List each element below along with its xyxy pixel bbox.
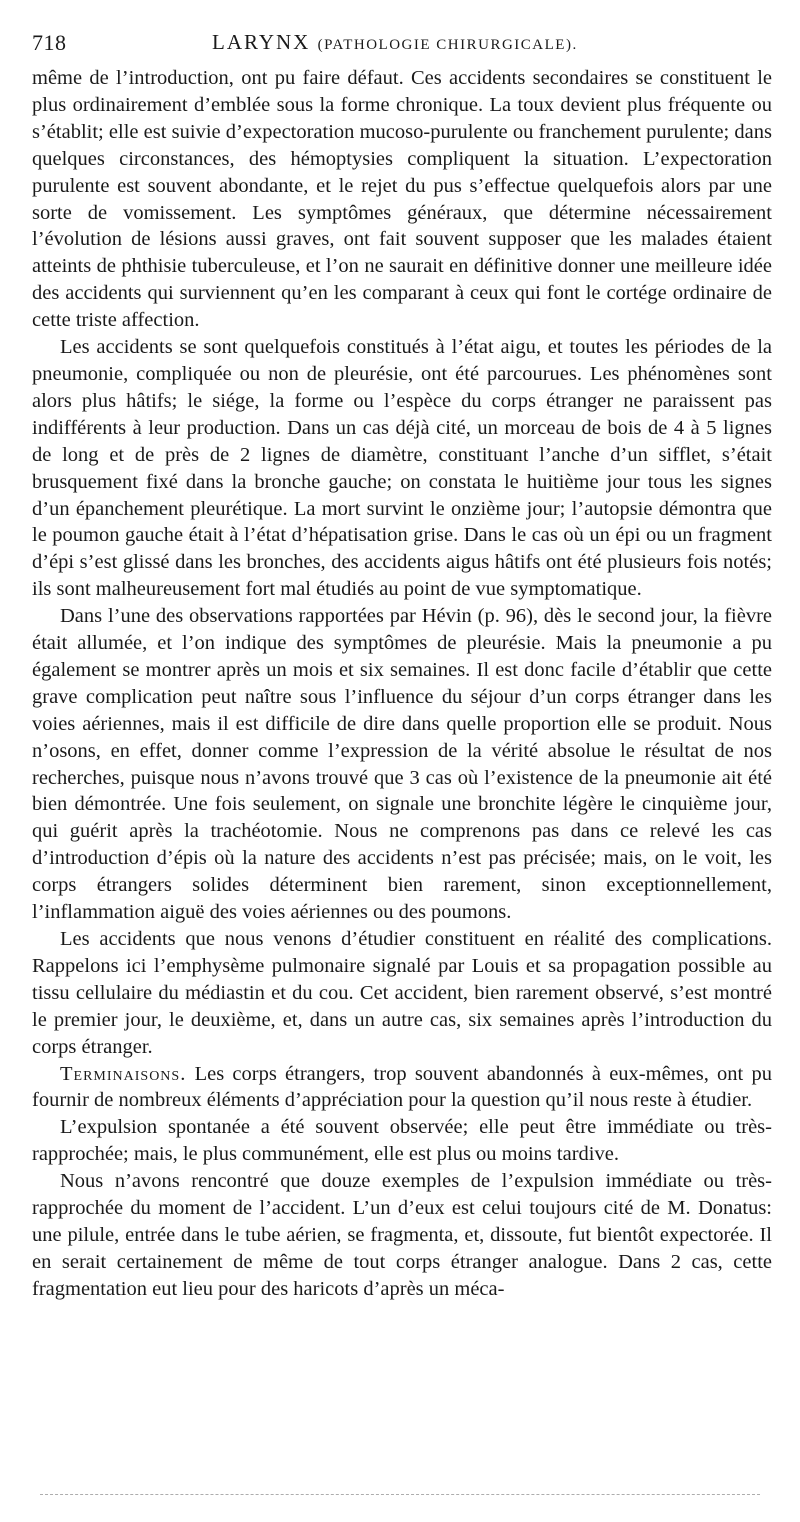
paragraph <box>32 334 772 603</box>
body-text <box>32 65 772 1303</box>
running-title-main: LARYNX <box>212 30 311 54</box>
running-title-sub: (PATHOLOGIE CHIRURGICALE). <box>317 37 578 53</box>
running-title <box>212 30 578 55</box>
paragraph-text: Nous n’avons rencontré que douze exemples de l’expulsion immédiate ou très-rapprochée du moment de l’accident. L’un d’eux est celui toujours cité de M. Donatus: une pilule, entrée dans le tube aérien, se fragmenta, et, dissoute, fut bientôt expectorée. Il en serait certainement de même de tout corps étranger analogue. Dans 2 cas, cette fragmentation eut lieu pour des haricots d’après un méca- <box>32 1170 772 1300</box>
footer-rule <box>40 1494 760 1495</box>
paragraph-text: Les accidents que nous venons d’étudier constituent en réalité des complications. Rappelons ici l’emphysème pulmonaire signalé par Louis et sa propagation possible au tissu cellulaire du médiastin et du cou. Cet accident, bien rarement observé, s’est montré le premier jour, le deuxième, et, dans un autre cas, six semaines après l’introduction du corps étranger. <box>32 928 772 1058</box>
paragraph <box>32 1061 772 1115</box>
paragraph <box>32 1114 772 1168</box>
page-number: 718 <box>32 30 67 55</box>
running-header <box>32 30 784 60</box>
paragraph <box>32 1168 772 1303</box>
paragraph-text: même de l’introduction, ont pu faire défaut. Ces accidents secondaires se constituent le plus ordinairement d’emblée sous la forme chronique. La toux devient plus fréquente ou s’établit; elle est suivie d’expectoration mucoso-purulente ou franchement purulente; dans quelques circonstances, des hémoptysies compliquent la situation. L’expectoration purulente est souvent abondante, et le rejet du pus s’effectue quelquefois alors par une sorte de vomissement. Les symptômes généraux, que détermine nécessairement l’évolution de lésions aussi graves, ont fait souvent supposer que les malades étaient atteints de phthisie tuberculeuse, et l’on ne saurait en définitive donner une meilleure idée des accidents qui surviennent qu’en les comparant à ceux qui font le cortége ordinaire de cette triste affection. <box>32 67 772 332</box>
paragraph-text: Dans l’une des observations rapportées par Hévin (p. 96), dès le second jour, la fièvre était allumée, et l’on indique des symptômes de pleurésie. Mais la pneumonie a pu également se montrer après un mois et six semaines. Il est donc facile d’établir que cette grave complication peut naître sous l’influence du séjour d’un corps étranger dans les voies aériennes, mais il est difficile de dire dans quelle proportion elle se produit. Nous n’osons, en effet, donner comme l’expression de la vérité absolue le résultat de nos recherches, puisque nous n’avons trouvé que 3 cas où l’existence de la pneumonie ait été bien démontrée. Une fois seulement, on signale une bronchite légère le cinquième jour, qui guérit après la trachéotomie. Nous ne comprenons pas dans ce relevé les cas d’introduction d’épis où la nature des accidents n’est pas précisée; mais, on le voit, les corps étrangers solides déterminent bien rarement, sinon exceptionnellement, l’inflammation aiguë des voies aériennes ou des poumons. <box>32 605 772 924</box>
paragraph <box>32 926 772 1061</box>
paragraph <box>32 603 772 926</box>
paragraph <box>32 65 772 334</box>
section-lead: Terminaisons. <box>60 1062 187 1085</box>
paragraph-text: Les accidents se sont quelquefois constitués à l’état aigu, et toutes les périodes de la pneumonie, compliquée ou non de pleurésie, ont été parcourues. Les phénomènes sont alors plus hâtifs; le siége, la forme ou l’espèce du corps étranger ne paraissent pas indifférents à leur production. Dans un cas déjà cité, un morceau de bois de 4 à 5 lignes de long et de près de 2 lignes de diamètre, constituant l’anche d’un sifflet, s’était brusquement fixé dans la bronche gauche; on constata le huitième jour tous les signes d’un épanchement pleurétique. La mort survint le onzième jour; l’autopsie démontra que le poumon gauche était à l’état d’hépatisation grise. Dans le cas où un épi ou un fragment d’épi s’est glissé dans les bronches, des accidents aigus hâtifs ont été plusieurs fois notés; ils sont malheureusement fort mal étudiés au point de vue symptomatique. <box>32 336 772 601</box>
paragraph-text: L’expulsion spontanée a été souvent observée; elle peut être immédiate ou très-rapprochée; mais, le plus communément, elle est plus ou moins tardive. <box>32 1116 772 1166</box>
paragraph-text: Les corps étrangers, trop souvent abandonnés à eux-mêmes, ont pu fournir de nombreux éléments d’appréciation pour la question qu’il nous reste à étudier. <box>32 1062 772 1112</box>
